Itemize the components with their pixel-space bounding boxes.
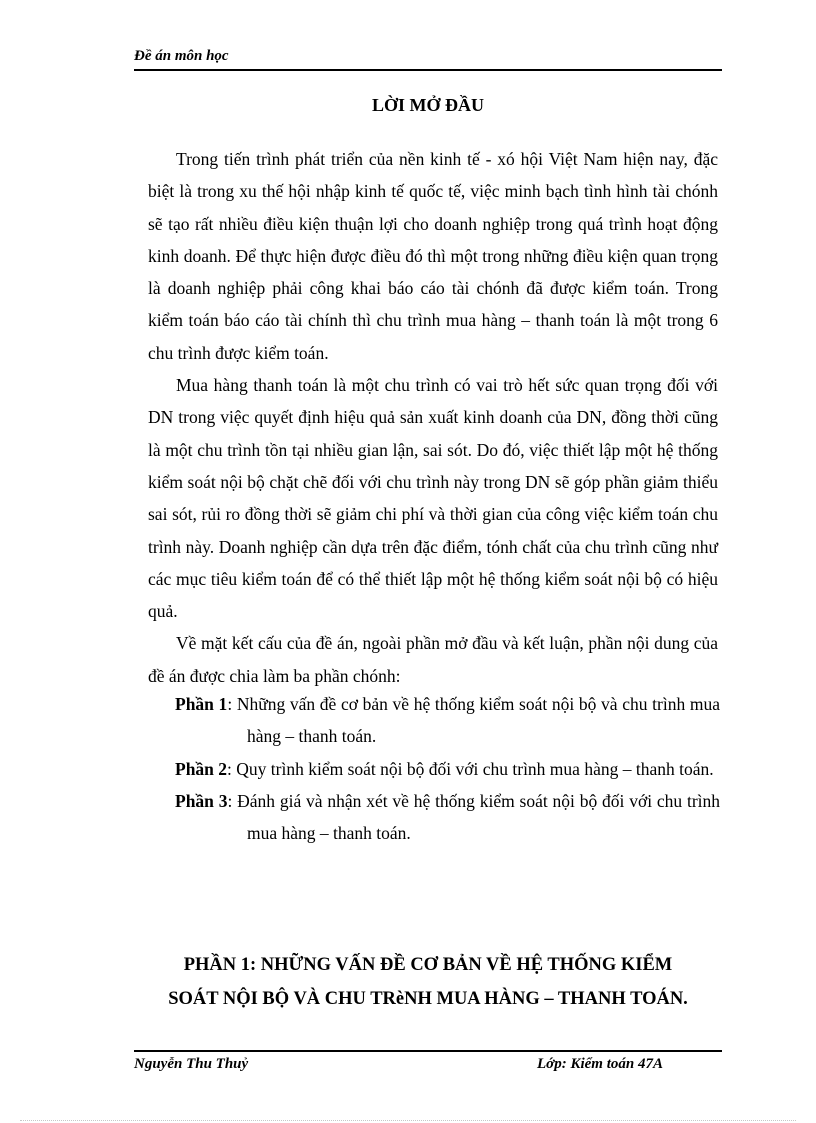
page-edge-divider bbox=[20, 1120, 796, 1121]
section-heading-line-1: PHẦN 1: NHỮNG VẤN ĐỀ CƠ BẢN VỀ HỆ THỐNG KIỂM bbox=[183, 955, 673, 975]
part-text: Quy trình kiểm soát nội bộ đối với chu trình mua hàng – thanh toán. bbox=[236, 758, 714, 779]
footer-author: Nguyễn Thu Thuỷ bbox=[134, 1056, 249, 1072]
part-label: Phần 2 bbox=[175, 758, 228, 779]
part-item-3: Phần 3: Đánh giá và nhận xét về hệ thống kiểm soát nội bộ đối với chu trình mua hàng – thanh toán. bbox=[175, 790, 721, 844]
footer-class: Lớp: Kiểm toán 47A bbox=[537, 1056, 663, 1072]
paragraph-3: Về mặt kết cấu của đề án, ngoài phần mở đầu và kết luận, phần nội dung của đề án được chia làm ba phần chónh: bbox=[148, 633, 718, 686]
intro-body bbox=[148, 143, 718, 692]
section-heading bbox=[134, 948, 722, 1016]
part-label: Phần 1 bbox=[175, 694, 228, 714]
header-rule bbox=[134, 69, 722, 71]
page-header: Đề án môn học bbox=[134, 48, 229, 64]
footer-rule bbox=[134, 1050, 722, 1052]
paragraph-2: Mua hàng thanh toán là một chu trình có vai trò hết sức quan trọng đối với DN trong việc quyết định hiệu quả sản xuất kinh doanh của DN, đồng thời cũng là một chu trình tồn tại nhiều gian lận, sai sót. Do đó, việc thiết lập một hệ thống kiểm soát nội bộ chặt chẽ đối với chu trình này trong DN sẽ góp phần giảm thiểu sai sót, rủi ro đồng thời sẽ giảm chi phí và thời gian của công việc kiểm toán chu trình này. Doanh nghiệp cần dựa trên đặc điểm, tónh chất của chu trình cũng như các mục tiêu kiểm toán để có thể thiết lập một hệ thống kiểm soát nội bộ có hiệu quả. bbox=[148, 375, 718, 622]
part-item-2: Phần 2: Quy trình kiểm soát nội bộ đối với chu trình mua hàng – thanh toán. bbox=[175, 758, 714, 779]
page-title: LỜI MỞ ĐẦU bbox=[372, 95, 484, 115]
part-item-1: Phần 1: Những vấn đề cơ bản về hệ thống kiểm soát nội bộ và chu trình mua hàng – thanh toán. bbox=[175, 694, 720, 747]
paragraph-1: Trong tiến trình phát triển của nền kinh tế - xó hội Việt Nam hiện nay, đặc biệt là trong xu thế hội nhập kinh tế quốc tế, việc minh bạch tình hình tài chónh sẽ tạo rất nhiều điều kiện thuận lợi cho doanh nghiệp trong quá trình hoạt động kinh doanh. Để thực hiện được điều đó thì một trong những điều kiện quan trọng là doanh nghiệp phải công khai báo cáo tài chónh đã được kiểm toán. Trong kiểm toán báo cáo tài chính thì chu trình mua hàng – thanh toán là một trong 6 chu trình được kiểm toán. bbox=[148, 149, 718, 363]
part-label: Phần 3 bbox=[175, 790, 228, 811]
section-heading-line-2: SOÁT NỘI BỘ VÀ CHU TRèNH MUA HÀNG – THANH TOÁN. bbox=[168, 989, 688, 1009]
parts-list bbox=[175, 688, 720, 849]
part-text: Những vấn đề cơ bản về hệ thống kiểm soát nội bộ và chu trình mua hàng – thanh toán. bbox=[236, 694, 720, 747]
part-text: Đánh giá và nhận xét về hệ thống kiểm soát nội bộ đối với chu trình mua hàng – thanh toán. bbox=[237, 790, 721, 844]
